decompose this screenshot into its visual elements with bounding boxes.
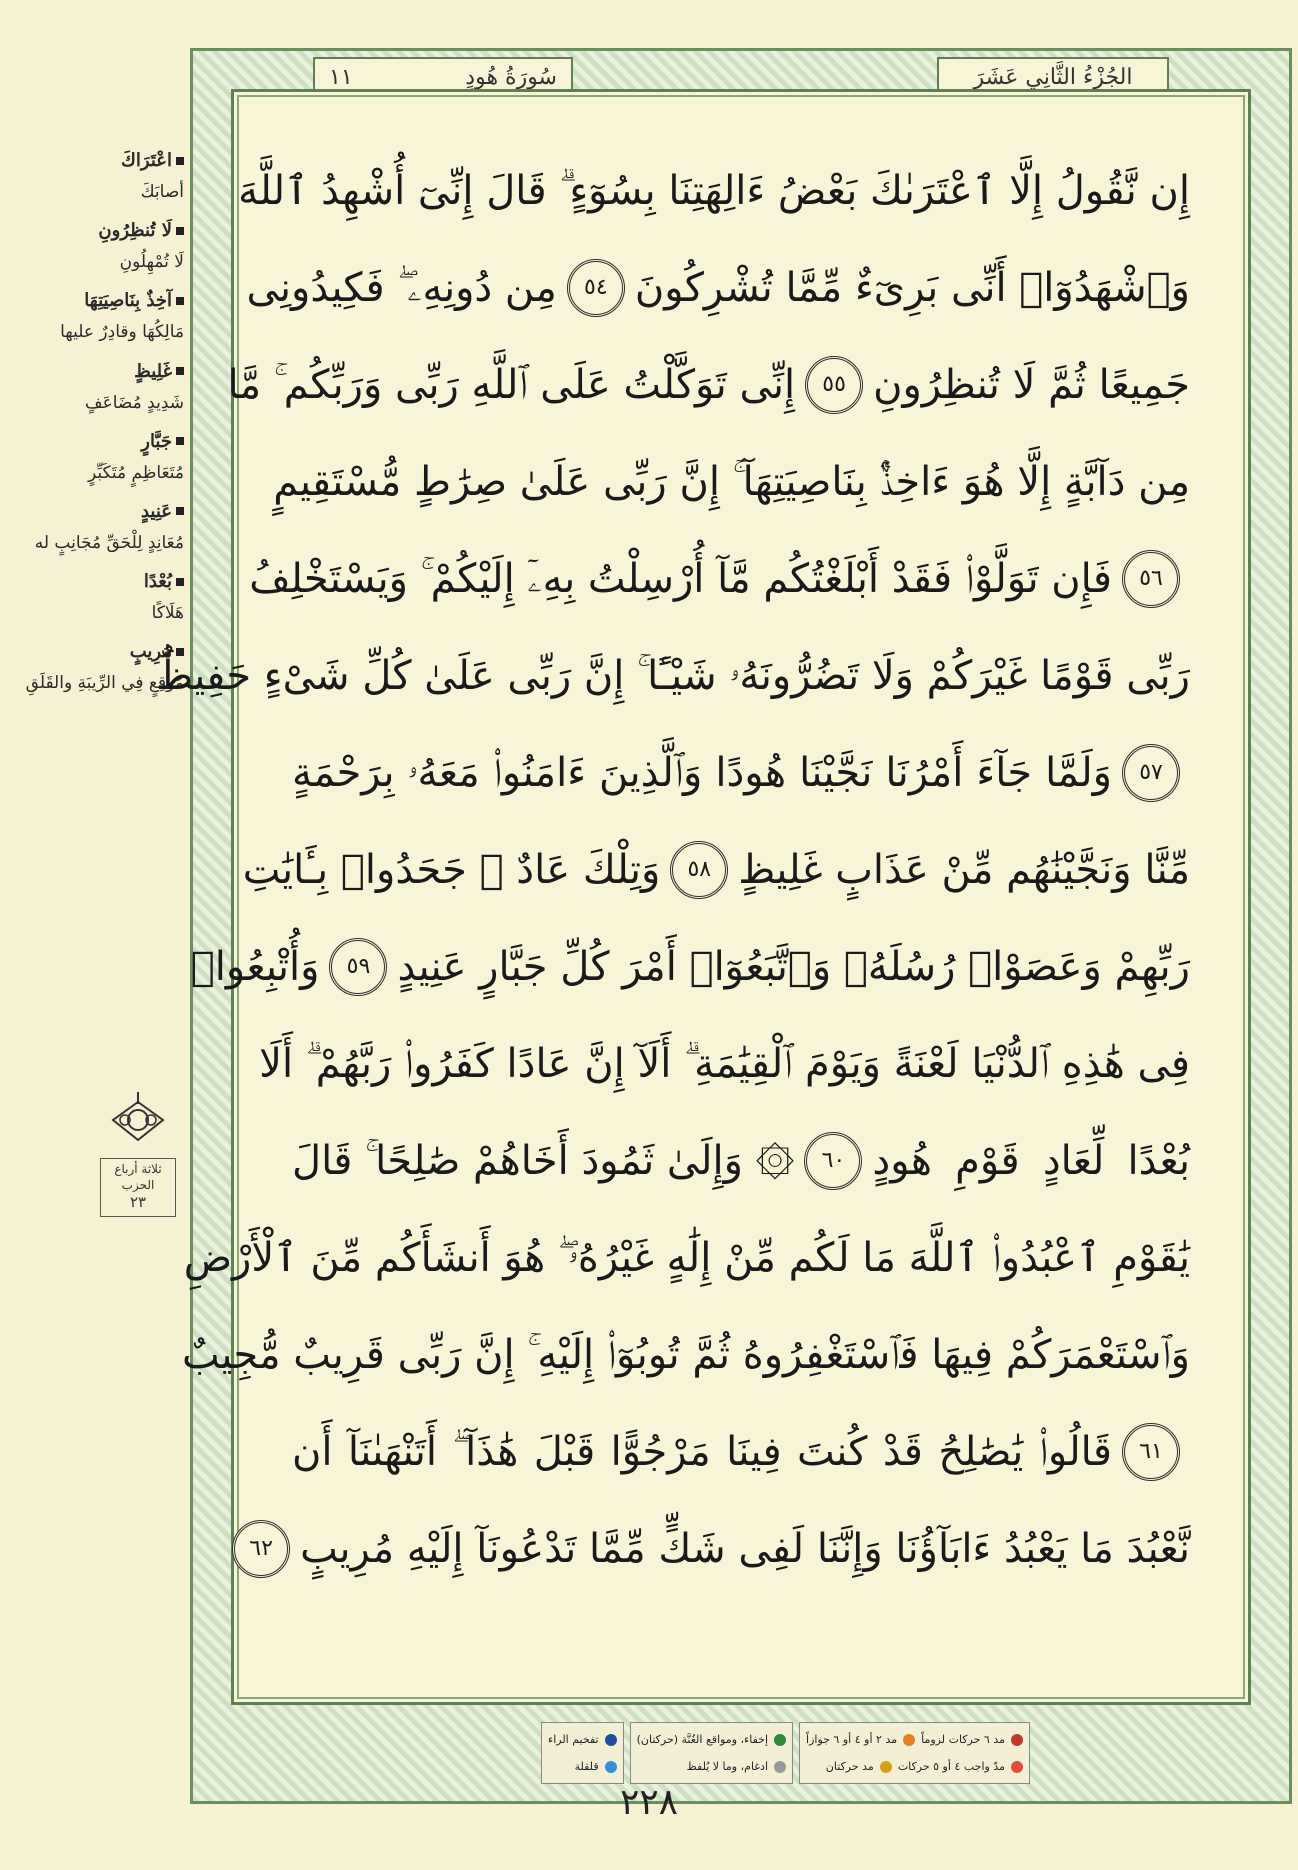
glossary-word bbox=[8, 501, 184, 522]
tajweed-legend bbox=[330, 1722, 1030, 1784]
legend-label: إخفاء، ومواقع الغُنَّة (حركتان) bbox=[636, 1733, 769, 1746]
legend-dot bbox=[774, 1734, 786, 1746]
legend-label: مد ٦ حركات لزوماً bbox=[921, 1733, 1005, 1746]
legend-label: مدّ واجب ٤ أو ٥ حركات bbox=[897, 1760, 1005, 1773]
legend-label: تفخيم الراء bbox=[548, 1733, 599, 1746]
verse-line bbox=[183, 1209, 1190, 1306]
ayah-number-marker: ٦٠ bbox=[804, 1132, 862, 1190]
verse-line bbox=[242, 821, 1190, 918]
glossary-meaning: مُعَانِدٍ لِلْحَقِّ مُجَانِبٍ له bbox=[34, 532, 184, 553]
surah-name: سُورَةُ هُودٍ bbox=[465, 64, 557, 90]
verse-text: رَبِّهِمْ وَعَصَوْا۟ رُسُلَهُۥ وَٱتَّبَعُوٓا۟ أَمْرَ كُلِّ جَبَّارٍ عَنِيدٍ bbox=[397, 943, 1190, 990]
legend-dot bbox=[1011, 1761, 1023, 1773]
glossary-word-text: عَنِيدٍ bbox=[140, 500, 172, 522]
legend-dot bbox=[903, 1734, 915, 1746]
verse-text: قَالُوا۟ يَٰصَٰلِحُ قَدْ كُنتَ فِينَا مَرْجُوًّا قَبْلَ هَٰذَآ ۖ أَتَنْهَىٰنَآ أَن bbox=[292, 1428, 1112, 1475]
glossary-word bbox=[8, 150, 184, 171]
verse-line bbox=[249, 1500, 1190, 1597]
glossary-item bbox=[8, 361, 184, 417]
bullet-square-icon bbox=[176, 578, 184, 586]
verse-text: فَإِن تَوَلَّوْا۟ فَقَدْ أَبْلَغْتُكُم مَّآ أُرْسِلْتُ بِهِۦٓ إِلَيْكُمْ ۚ وَيَسْتَخْلِفُ bbox=[249, 555, 1112, 602]
verse-text: جَمِيعًا ثُمَّ لَا تُنظِرُونِ bbox=[873, 361, 1190, 408]
glossary-meaning: أصابَكَ bbox=[140, 182, 184, 202]
legend-label: ادغام، وما لا يُلفظ bbox=[686, 1760, 769, 1773]
bullet-square-icon bbox=[176, 437, 184, 445]
verse-line bbox=[227, 336, 1190, 433]
glossary-meaning: مُوقِعٍ فِي الرِّيبَةِ والقَلَقِ bbox=[25, 673, 184, 694]
glossary-word bbox=[8, 571, 184, 592]
verse-text-continued: وَتِلْكَ عَادٌ ۖ جَحَدُوا۟ بِـَٔايَٰتِ bbox=[242, 846, 661, 893]
verse-line bbox=[273, 433, 1190, 530]
legend-label: قلقلة bbox=[574, 1760, 599, 1773]
verse-text: إِن نَّقُولُ إِلَّا ٱعْتَرَىٰكَ بَعْضُ ءَالِهَتِنَا بِسُوٓءٍ ۗ قَالَ إِنِّىٓ أُشْهِدُ ٱللَّهَ bbox=[238, 167, 1190, 214]
glossary-meaning: لَا تُمْهِلُونِ bbox=[119, 252, 184, 273]
hizb-label-quarters: ثلاثة أرباع bbox=[114, 1162, 162, 1176]
ayah-number-marker: ٥٨ bbox=[670, 841, 728, 899]
verse-text-continued: مِن دُونِهِۦ ۖ فَكِيدُونِى bbox=[246, 264, 557, 311]
hizb-ornament-icon bbox=[103, 1090, 173, 1150]
legend-dot bbox=[880, 1761, 892, 1773]
glossary-word-text: جَبَّارٍ bbox=[141, 430, 172, 452]
verse-line bbox=[156, 627, 1190, 724]
legend-dot bbox=[605, 1761, 617, 1773]
ayah-number-marker: ٥٥ bbox=[805, 356, 863, 414]
verse-text: يَٰقَوْمِ ٱعْبُدُوا۟ ٱللَّهَ مَا لَكُم مِّنْ إِلَٰهٍ غَيْرُهُۥ ۖ هُوَ أَنشَأَكُم مِّنَ ٱلْأَرْضِ bbox=[183, 1234, 1190, 1281]
verse-text: رَبِّى قَوْمًا غَيْرَكُمْ وَلَا تَضُرُّونَهُۥ شَيْـًٔا ۚ إِنَّ رَبِّى عَلَىٰ كُلِّ شَىْءٍ حَفِيظٌ bbox=[156, 652, 1190, 699]
verse-line bbox=[238, 142, 1190, 239]
bullet-square-icon bbox=[176, 227, 184, 235]
bullet-square-icon bbox=[176, 157, 184, 165]
surah-number: ١١ bbox=[329, 64, 353, 90]
ayah-number-marker: ٥٤ bbox=[567, 259, 625, 317]
legend-label: مد حركتان bbox=[825, 1760, 874, 1773]
verse-line bbox=[181, 1306, 1190, 1403]
verse-text-continued: وَأُتْبِعُوا۟ bbox=[190, 943, 320, 990]
verse-line bbox=[246, 239, 1190, 336]
ayah-number-marker: ٦٢ bbox=[232, 1520, 290, 1578]
ayah-number-marker: ٥٦ bbox=[1122, 550, 1180, 608]
bullet-square-icon bbox=[176, 367, 184, 375]
verse-text: وَٱسْتَعْمَرَكُمْ فِيهَا فَٱسْتَغْفِرُوهُ ثُمَّ تُوبُوٓا۟ إِلَيْهِ ۚ إِنَّ رَبِّى قَرِيبٌ مُّجِيبٌ bbox=[181, 1331, 1190, 1378]
legend-group-ghunna bbox=[630, 1722, 793, 1784]
glossary-item bbox=[8, 290, 184, 346]
glossary-word-text: آخِذٌ بِنَاصِيَتِهَا bbox=[84, 290, 172, 312]
bullet-square-icon bbox=[176, 507, 184, 515]
glossary-meaning: مُتَعَاظِمٍ مُتَكَبِّرٍ bbox=[88, 462, 184, 483]
glossary-meaning: مَالِكُهَا وقادِرٌ عليها bbox=[60, 322, 184, 343]
verse-text: فِى هَٰذِهِ ٱلدُّنْيَا لَعْنَةً وَيَوْمَ ٱلْقِيَٰمَةِ ۗ أَلَآ إِنَّ عَادًا كَفَرُوا۟ رَبَّهُمْ ۗ أَلَا bbox=[259, 1040, 1190, 1087]
glossary-word-text: اعْتَرَاكَ bbox=[121, 150, 172, 171]
glossary-item bbox=[8, 150, 184, 206]
glossary-meaning: شَدِيدٍ مُضَاعَفٍ bbox=[85, 392, 184, 413]
legend-dot bbox=[774, 1761, 786, 1773]
verse-text: وَلَمَّا جَآءَ أَمْرُنَا نَجَّيْنَا هُودًا وَٱلَّذِينَ ءَامَنُوا۟ مَعَهُۥ بِرَحْمَةٍ bbox=[292, 749, 1112, 796]
glossary-word bbox=[8, 361, 184, 382]
hizb-marker bbox=[100, 1090, 176, 1217]
glossary-word-text: مُرِيبٍ bbox=[129, 641, 172, 663]
glossary-word bbox=[8, 431, 184, 452]
legend-group-madd bbox=[799, 1722, 1030, 1784]
glossary-word-text: لَا تُنظِرُونِ bbox=[98, 220, 172, 242]
ayah-number-marker: ٥٧ bbox=[1122, 744, 1180, 802]
page-number: ٢٢٨ bbox=[619, 1782, 678, 1823]
glossary-word-text: غَلِيظٍ bbox=[134, 360, 172, 382]
hizb-number: ٢٣ bbox=[129, 1193, 147, 1212]
glossary-word-text: بُعْدًا bbox=[143, 571, 172, 593]
verse-text: مِن دَآبَّةٍ إِلَّا هُوَ ءَاخِذٌۢ بِنَاصِيَتِهَآ ۚ إِنَّ رَبِّى عَلَىٰ صِرَٰطٍ مُّسْتَقِيمٍ bbox=[273, 458, 1190, 505]
glossary-word bbox=[8, 220, 184, 241]
verse-line bbox=[292, 724, 1190, 821]
bullet-square-icon bbox=[176, 297, 184, 305]
legend-dot bbox=[1011, 1734, 1023, 1746]
verse-text: بُعْدًا لِّعَادٍ قَوْمِ هُودٍ bbox=[872, 1137, 1190, 1184]
verse-text: نَّعْبُدَ مَا يَعْبُدُ ءَابَآؤُنَا وَإِنَّنَا لَفِى شَكٍّ مِّمَّا تَدْعُونَآ إِلَيْهِ مُرِيبٍ bbox=[300, 1525, 1190, 1572]
verse-line bbox=[190, 918, 1190, 1015]
verse-text-continued: إِنِّى تَوَكَّلْتُ عَلَى ٱللَّهِ رَبِّى وَرَبِّكُم ۚ مَّا bbox=[227, 361, 796, 408]
glossary-item bbox=[8, 220, 184, 276]
ayah-number-marker: ٦١ bbox=[1122, 1423, 1180, 1481]
margin-glossary bbox=[8, 150, 184, 712]
verse-line bbox=[249, 530, 1190, 627]
legend-label: مد ٢ أو ٤ أو ٦ جوازاً bbox=[806, 1733, 898, 1746]
verse-line bbox=[259, 1015, 1190, 1112]
glossary-meaning: هَلَاكًا bbox=[151, 603, 184, 624]
verse-line bbox=[292, 1112, 1190, 1209]
glossary-item bbox=[8, 431, 184, 487]
ayah-number-marker: ٥٩ bbox=[329, 938, 387, 996]
glossary-item bbox=[8, 501, 184, 557]
verse-text-continued: ۞ وَإِلَىٰ ثَمُودَ أَخَاهُمْ صَٰلِحًا ۚ قَالَ bbox=[292, 1137, 795, 1184]
verse-line bbox=[292, 1403, 1190, 1500]
glossary-word bbox=[8, 290, 184, 311]
verse-text: وَٱشْهَدُوٓا۟ أَنِّى بَرِىٓءٌ مِّمَّا تُشْرِكُونَ bbox=[634, 264, 1190, 311]
verse-text: مِّنَّا وَنَجَّيْنَٰهُم مِّنْ عَذَابٍ غَلِيظٍ bbox=[738, 846, 1190, 893]
hizb-label: الحزب bbox=[121, 1177, 155, 1192]
legend-group-ra bbox=[541, 1722, 624, 1784]
glossary-item bbox=[8, 571, 184, 627]
legend-dot bbox=[605, 1734, 617, 1746]
juz-name: الجُزْءُ الثَّانِي عَشَرَ bbox=[973, 64, 1133, 90]
